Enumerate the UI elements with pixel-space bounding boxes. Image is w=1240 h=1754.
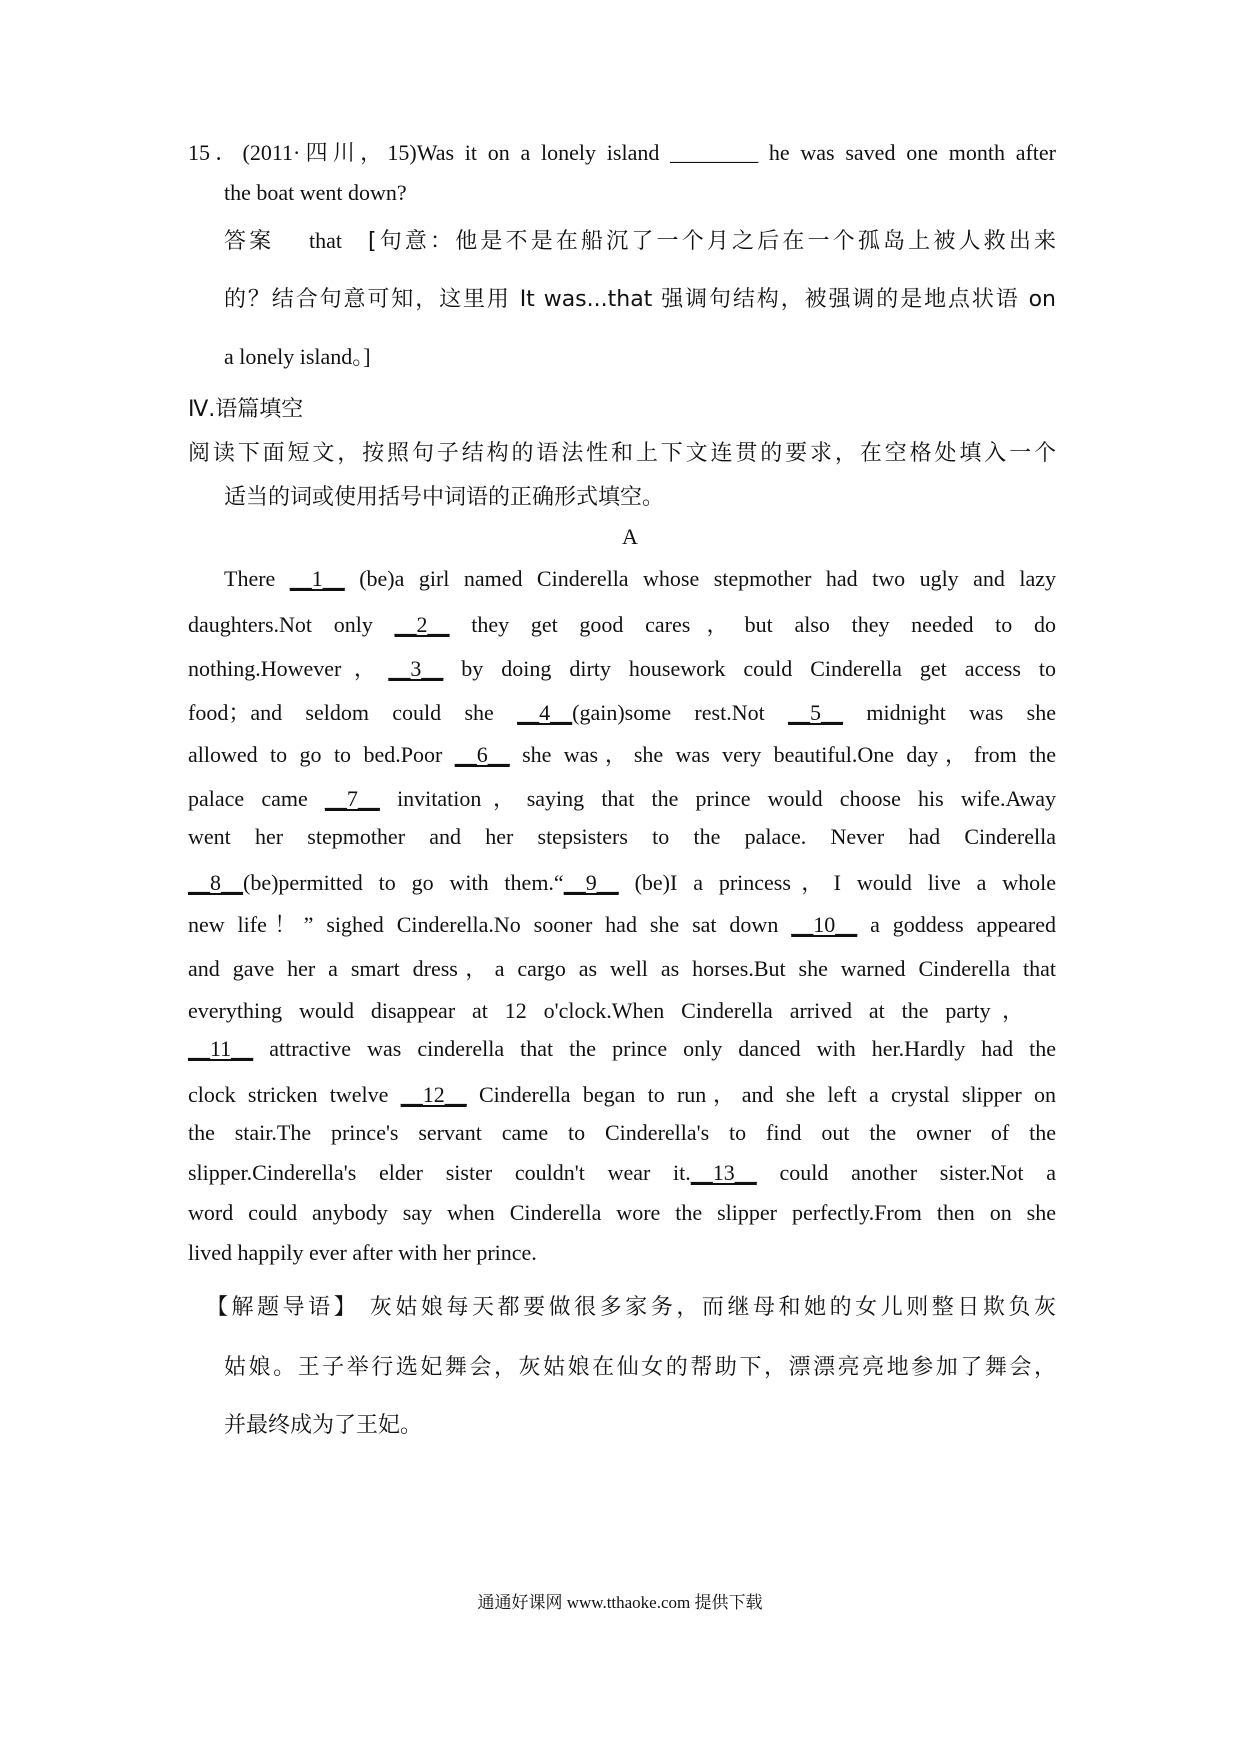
passage-line: daughters.Not only __2__ they get good cares，but also they needed to do (188, 612, 1056, 637)
answer-note-1: [句意：他是不是在船沉了一个月之后在一个孤岛上被人救出来 (367, 229, 1056, 254)
blank-3: __3__ (388, 656, 444, 681)
blank-9: __9__ (563, 870, 619, 895)
passage-line: __11__ attractive was cinderella that the prince only danced with her.Hardly had the (188, 1036, 1056, 1061)
blank-10: __10__ (791, 912, 858, 937)
passage-line: There __1__ (be)a girl named Cinderella whose stepmother had two ugly and lazy (224, 566, 1056, 591)
guide-line2: 姑娘。王子举行选妃舞会，灰姑娘在仙女的帮助下，漂漂亮亮地参加了舞会， (224, 1355, 1056, 1380)
instruction-line1: 阅读下面短文，按照句子结构的语法性和上下文连贯的要求，在空格处填入一个 (188, 441, 1056, 466)
section-heading: Ⅳ.语篇填空 (188, 397, 304, 422)
guide-line3: 并最终成为了王妃。 (224, 1413, 423, 1438)
passage-line: food；and seldom could she __4__(gain)some rest.Not __5__ midnight was she (188, 700, 1056, 725)
answer-line1 (224, 224, 1056, 255)
guide-line1: 【解题导语】 灰姑娘每天都要做很多家务，而继母和她的女儿则整日欺负灰 (206, 1295, 1056, 1320)
blank-6: __6__ (454, 742, 510, 767)
passage-line: word could anybody say when Cinderella wore the slipper perfectly.From then on she (188, 1200, 1056, 1225)
blank-11: __11__ (188, 1036, 254, 1061)
passage-line: new life！” sighed Cinderella.No sooner had she sat down __10__ a goddess appeared (188, 912, 1056, 937)
passage-line: lived happily ever after with her prince. (188, 1240, 537, 1265)
instruction-line2: 适当的词或使用括号中词语的正确形式填空。 (224, 485, 665, 510)
guide-label: 【解题导语】 (206, 1295, 360, 1320)
blank-2: __2__ (394, 612, 450, 637)
passage-line: everything would disappear at 12 o'clock.When Cinderella arrived at the party， (188, 998, 1024, 1023)
blank-8: __8__ (188, 870, 243, 895)
answer-note-2: 的？结合句意可知，这里用 It was...that 强调句结构，被强调的是地点状语 on (224, 287, 1056, 312)
passage-line: __8__(be)permitted to go with them.“__9__ (be)I a princess，I would live a whole (188, 870, 1056, 895)
passage-line: the stair.The prince's servant came to Cinderella's to find out the owner of the (188, 1120, 1056, 1145)
passage-line: palace came __7__ invitation，saying that the prince would choose his wife.Away (188, 786, 1056, 811)
answer-note-3: a lonely island。] (224, 344, 371, 369)
passage-line: allowed to go to bed.Poor __6__ she was，she was very beautiful.One day，from the (188, 742, 1056, 767)
answer-word: that (308, 228, 342, 253)
blank-5: __5__ (788, 700, 844, 725)
passage-line: went her stepmother and her stepsisters to the palace. Never had Cinderella (188, 824, 1056, 849)
passage-line: and gave her a smart dress，a cargo as well as horses.But she warned Cinderella that (188, 956, 1056, 981)
passage-line: nothing.However，__3__ by doing dirty housework could Cinderella get access to (188, 656, 1056, 681)
passage-line: slipper.Cinderella's elder sister couldn't wear it.__13__ could another sister.Not a (188, 1160, 1056, 1185)
footer-text: 通通好课网 www.tthaoke.com 提供下载 (477, 1593, 763, 1612)
blank-7: __7__ (324, 786, 380, 811)
question-15-line2: the boat went down? (224, 180, 407, 205)
passage-line: clock stricken twelve __12__ Cinderella began to run，and she left a crystal slipper on (188, 1082, 1056, 1107)
blank-12: __12__ (400, 1082, 467, 1107)
blank-13: __13__ (690, 1160, 757, 1185)
blank-1: __1__ (289, 566, 345, 591)
answer-label: 答案 (224, 229, 275, 254)
blank-4: __4__ (517, 700, 573, 725)
question-15-line1: 15．(2011·四川，15)Was it on a lonely island ________ he was saved one month after (188, 140, 1056, 165)
passage-label: A (622, 524, 638, 549)
